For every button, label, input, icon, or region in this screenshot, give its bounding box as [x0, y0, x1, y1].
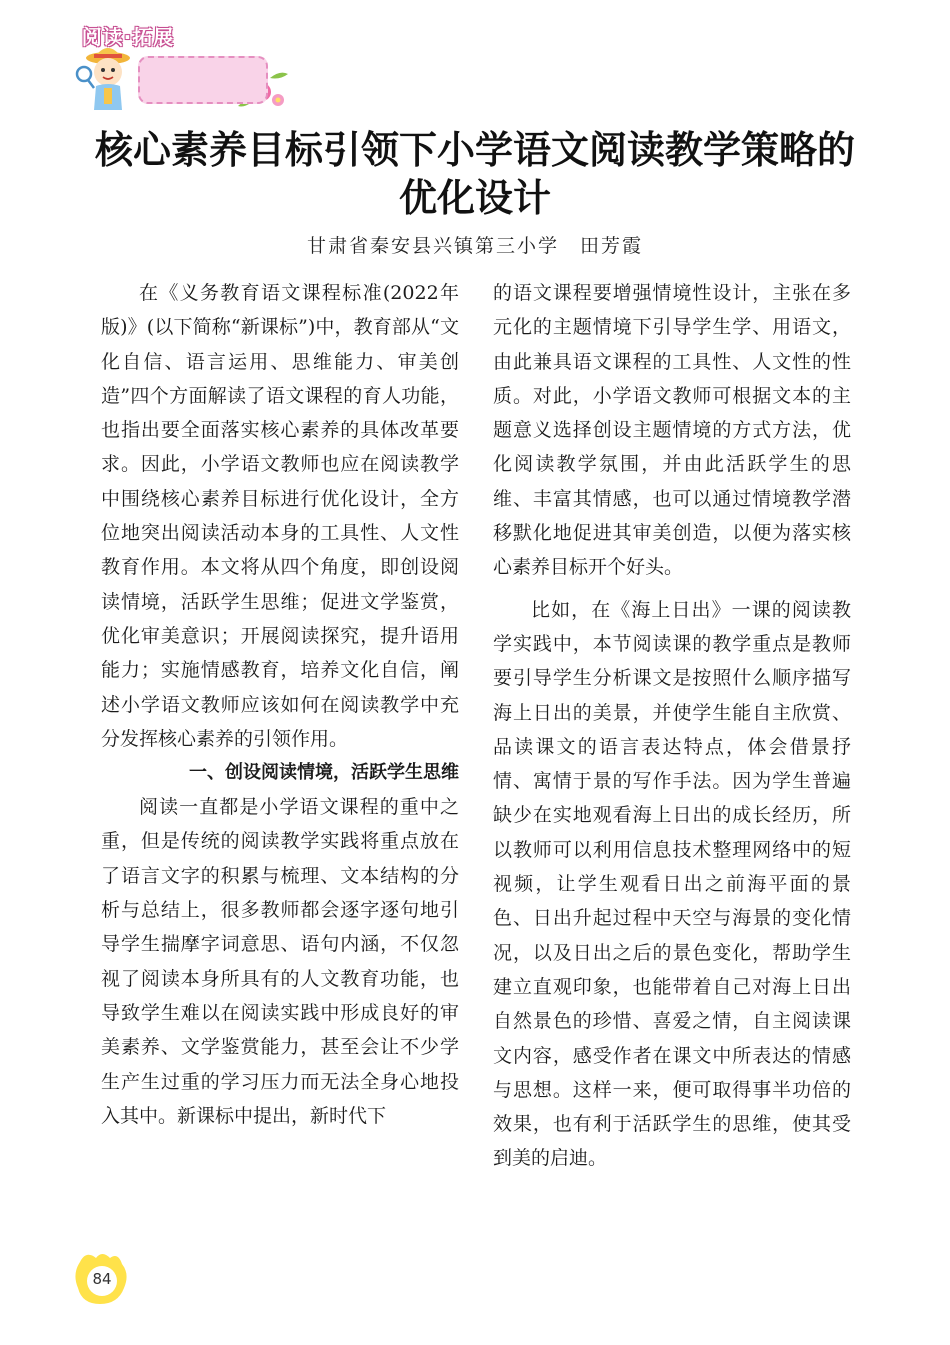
- title-line-2: 优化设计: [398, 176, 551, 220]
- section-heading-1: 一、创设阅读情境，活跃学生思维: [189, 762, 459, 784]
- page-number: 84: [92, 1270, 112, 1288]
- paragraph-2-continued: 的语文课程要增强情境性设计，主张在多元化的主题情境下引导学生学、用语文，由此兼具语文课程的工具性、人文性的性质。对此，小学语文教师可根据文本的主题意义选择创设主题情境的方式方法，优化阅读教学氛围，并由此活跃学生的思维、丰富其情感，也可以通过情境教学潜移默化地促进其审美创造，以便为落实核心素养目标开个好头。: [493, 282, 851, 579]
- paragraph-2: 阅读一直都是小学语文课程的重中之重，但是传统的阅读教学实践将重点放在了语言文字的积累与梳理、文本结构的分析与总结上，很多教师都会逐字逐句地引导学生揣摩字词意思、语句内涵，不仅忽视了阅读本身所具有的人文教育功能，也导致学生难以在阅读实践中形成良好的审美素养、文学鉴赏能力，甚至会让不少学生产生过重的学习压力而无法全身心地投入其中。新课标中提出，新时代下: [101, 796, 459, 1127]
- author-line: 甘肃省秦安县兴镇第三小学 田芳霞: [306, 235, 643, 257]
- banner-box: [138, 56, 268, 104]
- banner-label: 阅读·拓展: [81, 25, 175, 49]
- section-banner: [74, 40, 294, 112]
- paragraph-3: 比如，在《海上日出》一课的阅读教学实践中，本节阅读课的教学重点是教师要引导学生分析课文是按照什么顺序描写海上日出的美景，并使学生能自主欣赏、品读课文的语言表达特点，体会借景抒情、寓情于景的写作手法。因为学生普遍缺少在实地观看海上日出的成长经历，所以教师可以利用信息技术整理网络中的短视频，让学生观看日出之前海平面的景色、日出升起过程中天空与海景的变化情况，以及日出之后的景色变化，帮助学生建立直观印象，也能带着自己对海上日出自然景色的珍惜、喜爱之情，自主阅读课文内容，感受作者在课文中所表达的情感与思想。这样一来，便可取得事半功倍的效果，也有利于活跃学生的思维，使其受到美的启迪。: [493, 598, 851, 1170]
- article-title: [60, 126, 890, 222]
- paragraph-intro: 在《义务教育语文课程标准(2022年版)》(以下简称“新课标”)中，教育部从“文化自信、语言运用、思维能力、审美创造”四个方面解读了语文课程的育人功能，也指出要全面落实核心素养的具体改革要求。因此，小学语文教师也应在阅读教学中围绕核心素养目标进行优化设计，全方位地突出阅读活动本身的工具性、人文性教育作用。本文将从四个角度，即创设阅读情境，活跃学生思维；促进文学鉴赏，优化审美意识；开展阅读探究，提升语用能力；实施情感教育，培养文化自信，阐述小学语文教师应该如何在阅读教学中充分发挥核心素养的引领作用。: [101, 282, 459, 750]
- right-column: [493, 276, 851, 1176]
- left-column: [101, 276, 459, 1133]
- title-line-1: 核心素养目标引领下小学语文阅读教学策略的: [94, 128, 855, 172]
